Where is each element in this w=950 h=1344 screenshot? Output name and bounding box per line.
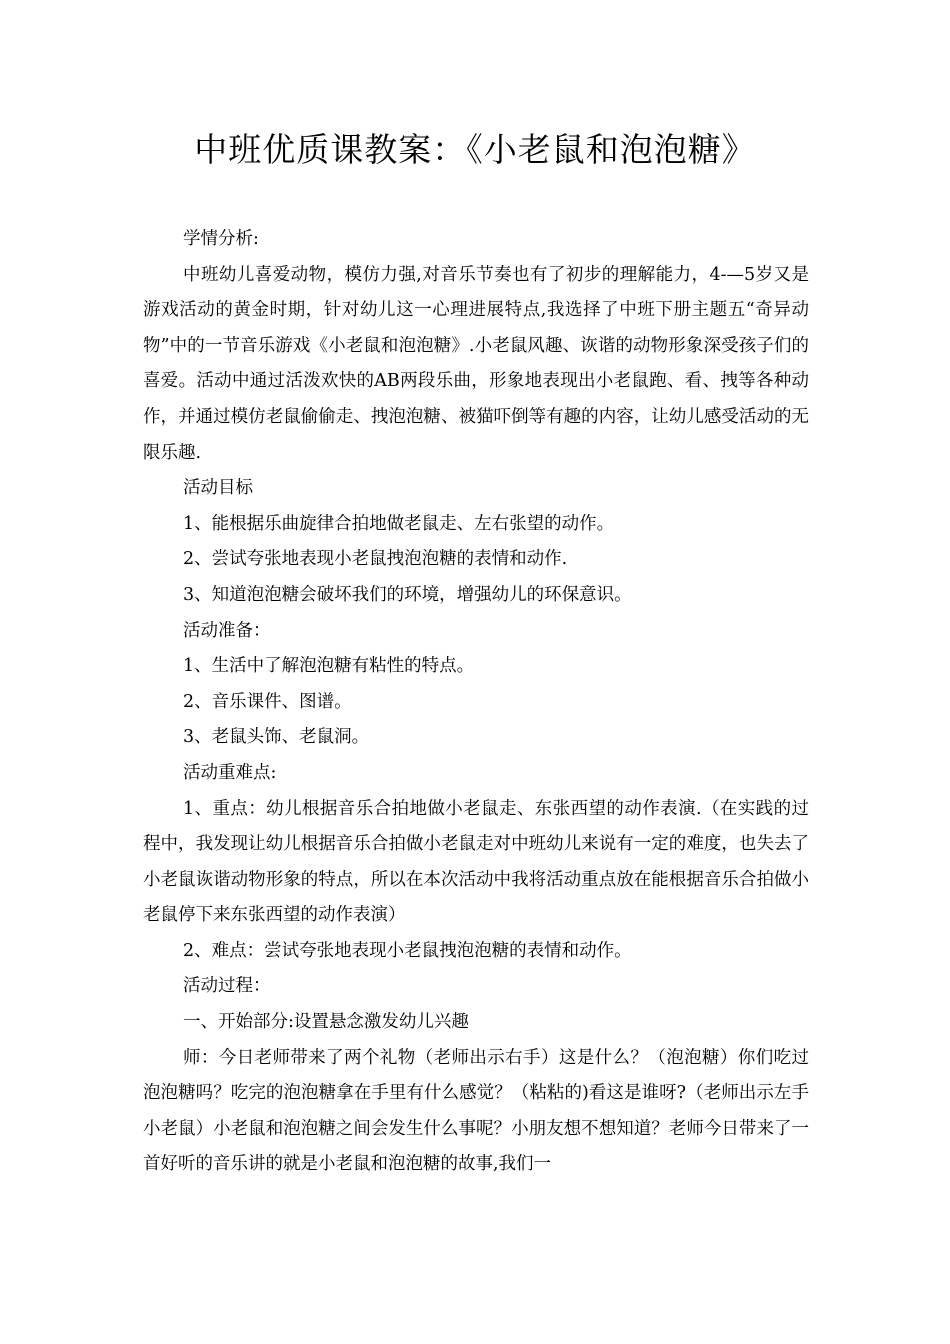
paragraph: 活动过程： [183, 976, 271, 997]
paragraph: 学情分析: [183, 229, 259, 249]
paragraph: 1、生活中了解泡泡糖有粘性的特点。 [183, 656, 475, 677]
paragraph: 2、音乐课件、图谱。 [183, 691, 352, 712]
paragraph: 2、尝试夸张地表现小老鼠拽泡泡糖的表情和动作. [183, 549, 568, 570]
paragraph: 活动目标 [183, 478, 253, 499]
paragraph: 1、能根据乐曲旋律合拍地做老鼠走、左右张望的动作。 [183, 513, 615, 534]
paragraph: 1、重点：幼儿根据音乐合拍地做小老鼠走、东张西望的动作表演.（在实践的过程中，我发现让幼儿根据音乐合拍做小老鼠走对中班幼儿来说有一定的难度，也失去了小老鼠诙谐动物形象的特点，所以在本次活动中我将活动重点放在能根据音乐合拍做小老鼠停下来东张西望的动作表演） [143, 798, 809, 926]
paragraph: 2、难点：尝试夸张地表现小老鼠拽泡泡糖的表情和动作。 [183, 940, 632, 961]
paragraph: 活动重难点: [183, 762, 277, 783]
paragraph: 师：今日老师带来了两个礼物（老师出示右手）这是什么？（泡泡糖）你们吃过泡泡糖吗？吃完的泡泡糖拿在手里有什么感觉？（粘粘的)看这是谁呀?（老师出示左手小老鼠）小老鼠和泡泡糖之间会发生什么事呢？小朋友想不想知道？老师今日带来了一首好听的音乐讲的就是小老鼠和泡泡糖的故事,我们一 [143, 1047, 809, 1175]
paragraph: 活动准备： [183, 620, 271, 641]
paragraph: 3、知道泡泡糖会破坏我们的环境，增强幼儿的环保意识。 [183, 584, 632, 605]
paragraph: 中班幼儿喜爱动物，模仿力强,对音乐节奏也有了初步的理解能力，4-—5岁又是游戏活动的黄金时期，针对幼儿这一心理进展特点,我选择了中班下册主题五“奇异动物”中的一节音乐游戏《小老鼠和泡泡糖》.小老鼠风趣、诙谐的动物形象深受孩子们的喜爱。活动中通过活泼欢快的AB两段乐曲，形象地表现出小老鼠跑、看、拽等各种动作，并通过模仿老鼠偷偷走、拽泡泡糖、被猫吓倒等有趣的内容，让幼儿感受活动的无限乐趣. [143, 264, 809, 463]
document-title: 中班优质课教案：《小老鼠和泡泡糖》 [194, 130, 756, 169]
document-body [143, 222, 809, 1183]
paragraph: 3、老鼠头饰、老鼠洞。 [183, 727, 370, 748]
paragraph: 一、开始部分:设置悬念激发幼儿兴趣 [183, 1012, 469, 1033]
